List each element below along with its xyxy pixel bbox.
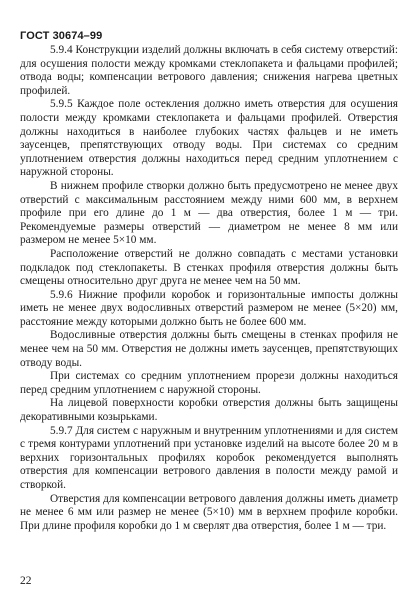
paragraph-5-9-4: 5.9.4 Конструкции изделий должны включать в себя систему отверстий: для осушения полости между кромками стеклопакета и фальцами профилей; отвода воды; компенсации ветрового давления; снижения нагрева цветных профилей. xyxy=(20,44,398,97)
paragraph-drain-offset: Водосливные отверстия должны быть смещены в стенках профиля не менее чем на 50 мм. Отверстия не должны иметь заусенцев, препятствующих отводу воды. xyxy=(20,329,398,369)
paragraph-wind-pressure-holes: Отверстия для компенсации ветрового давления должны иметь диаметр не менее 6 мм или размер не менее (5×10) мм в верхнем профиле коробки. При длине профиля коробки до 1 м сверлят два отверстия, более 1 м — три. xyxy=(20,492,398,532)
paragraph-middle-seal-slots: При системах со средним уплотнением прорези должны находиться перед средним уплотнением с наружной стороны. xyxy=(20,370,398,396)
paragraph-decorative-caps: На лицевой поверхности коробки отверстия должны быть защищены декоративными козырьками. xyxy=(20,397,398,424)
page-number: 22 xyxy=(20,575,32,587)
paragraph-drain-holes-sash: В нижнем профиле створки должно быть предусмотрено не менее двух отверстий с максимальным расстоянием между ними 600 мм, в верхнем профиле при его длине до 1 м — два отверстия, более 1 м — три. Рекомендуемые размеры отверстий — диаметром не менее 8 мм или размером не менее 5×10 мм. xyxy=(20,179,398,247)
paragraph-hole-placement: Расположение отверстий не должно совпадать с местами установки подкладок под стеклопакеты. В стенках профиля отверстия должны быть смещены относительно друг друга не менее чем на 50 мм. xyxy=(20,247,398,288)
page-header-standard: ГОСТ 30674–99 xyxy=(20,30,103,42)
paragraph-5-9-6: 5.9.6 Нижние профили коробок и горизонтальные импосты должны иметь не менее двух водосливных отверстий размером не менее (5×20) мм, расстояние между которыми должно быть не более 600 мм. xyxy=(20,288,398,328)
paragraph-5-9-5: 5.9.5 Каждое поле остекления должно иметь отверстия для осушения полости между кромками стеклопакета и фальцами профилей. Отверстия должны находиться в наиболее глубоких частях фальцев и не иметь заусенцев, препятствующих отводу воды. При системах со средним уплотнением отверстия должны находиться перед средним уплотнением с наружной стороны. xyxy=(20,98,398,179)
paragraph-5-9-7: 5.9.7 Для систем с наружным и внутренним уплотнениями и для систем с тремя контурами уплотнений при установке изделий на высоте более 20 м в верхних горизонтальных профилях коробок рекомендуется выполнять отверстия для компенсации ветрового давления в полости между рамой и створкой. xyxy=(20,424,398,491)
body-text xyxy=(20,44,398,533)
